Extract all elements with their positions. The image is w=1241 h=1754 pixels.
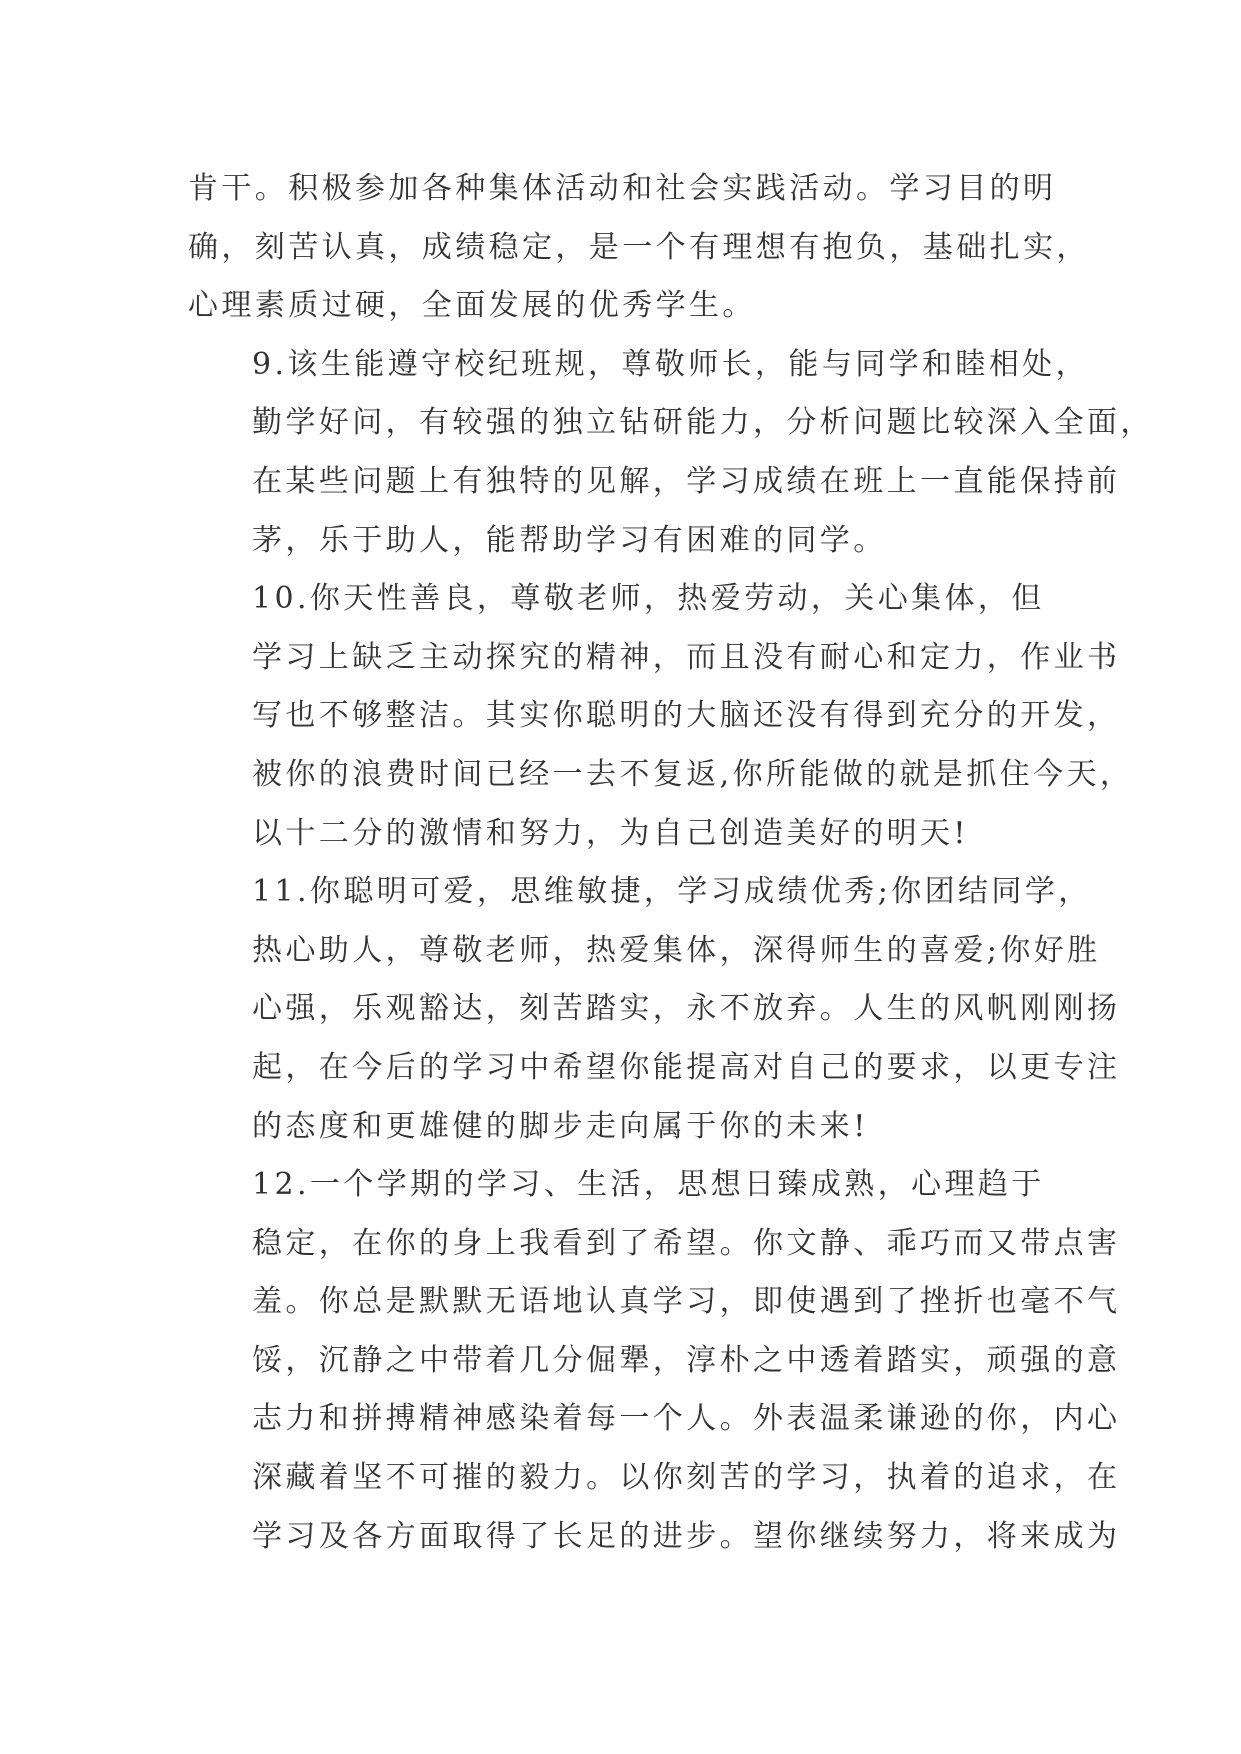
text-line: 深藏着坚不可摧的毅力。以你刻苦的学习，执着的追求，在 [252, 1460, 1121, 1496]
text-line: 的态度和更雄健的脚步走向属于你的未来! [252, 1108, 869, 1144]
paragraph-comment-9 [188, 336, 1154, 570]
text-line: 热心助人，尊敬老师，热爱集体，深得师生的喜爱;你好胜 [252, 932, 1101, 968]
paragraph-comment-10 [188, 570, 1134, 863]
text-line: 被你的浪费时间已经一去不复返,你所能做的就是抓住今天， [252, 756, 1134, 792]
text-line: 茅，乐于助人，能帮助学习有困难的同学。 [252, 522, 887, 558]
text-line: 志力和拼搏精神感染着每一个人。外表温柔谦逊的你，内心 [252, 1401, 1121, 1437]
text-line: 12.一个学期的学习、生活，思想日臻成熟，心理趋于 [252, 1167, 1045, 1203]
text-line: 学习及各方面取得了长足的进步。望你继续努力，将来成为 [252, 1518, 1121, 1554]
text-line: 以十二分的激情和努力，为自己创造美好的明天! [252, 815, 969, 851]
document-body [188, 160, 1154, 1566]
text-line: 10.你天性善良，尊敬老师，热爱劳动，关心集体，但 [252, 581, 1045, 617]
text-line: 羞。你总是默默无语地认真学习，即使遇到了挫折也毫不气 [252, 1284, 1121, 1320]
paragraph-comment-11 [188, 863, 1121, 1156]
text-line: 学习上缺乏主动探究的精神，而且没有耐心和定力，作业书 [252, 639, 1121, 675]
text-line: 在某些问题上有独特的见解，学习成绩在班上一直能保持前 [252, 463, 1121, 499]
paragraph-intro-continuation [188, 160, 1090, 336]
paragraph-comment-12 [188, 1156, 1121, 1566]
text-line: 馁，沉静之中带着几分倔犟，淳朴之中透着踏实，顽强的意 [252, 1342, 1121, 1378]
text-line: 肯干。积极参加各种集体活动和社会实践活动。学习目的明 [188, 171, 1057, 206]
text-line: 心理素质过硬，全面发展的优秀学生。 [188, 288, 756, 324]
text-line: 稳定，在你的身上我看到了希望。你文静、乖巧而又带点害 [252, 1225, 1121, 1261]
text-line: 勤学好问，有较强的独立钻研能力，分析问题比较深入全面， [252, 405, 1154, 441]
text-line: 起，在今后的学习中希望你能提高对自己的要求，以更专注 [252, 1049, 1121, 1085]
text-line: 写也不够整洁。其实你聪明的大脑还没有得到充分的开发， [252, 698, 1121, 734]
text-line: 9.该生能遵守校纪班规，尊敬师长，能与同学和睦相处， [252, 346, 1090, 382]
text-line: 确，刻苦认真，成绩稳定，是一个有理想有抱负，基础扎实， [188, 229, 1090, 265]
text-line: 心强，乐观豁达，刻苦踏实，永不放弃。人生的风帆刚刚扬 [252, 991, 1121, 1027]
text-line: 11.你聪明可爱，思维敏捷，学习成绩优秀;你团结同学， [252, 874, 1092, 910]
